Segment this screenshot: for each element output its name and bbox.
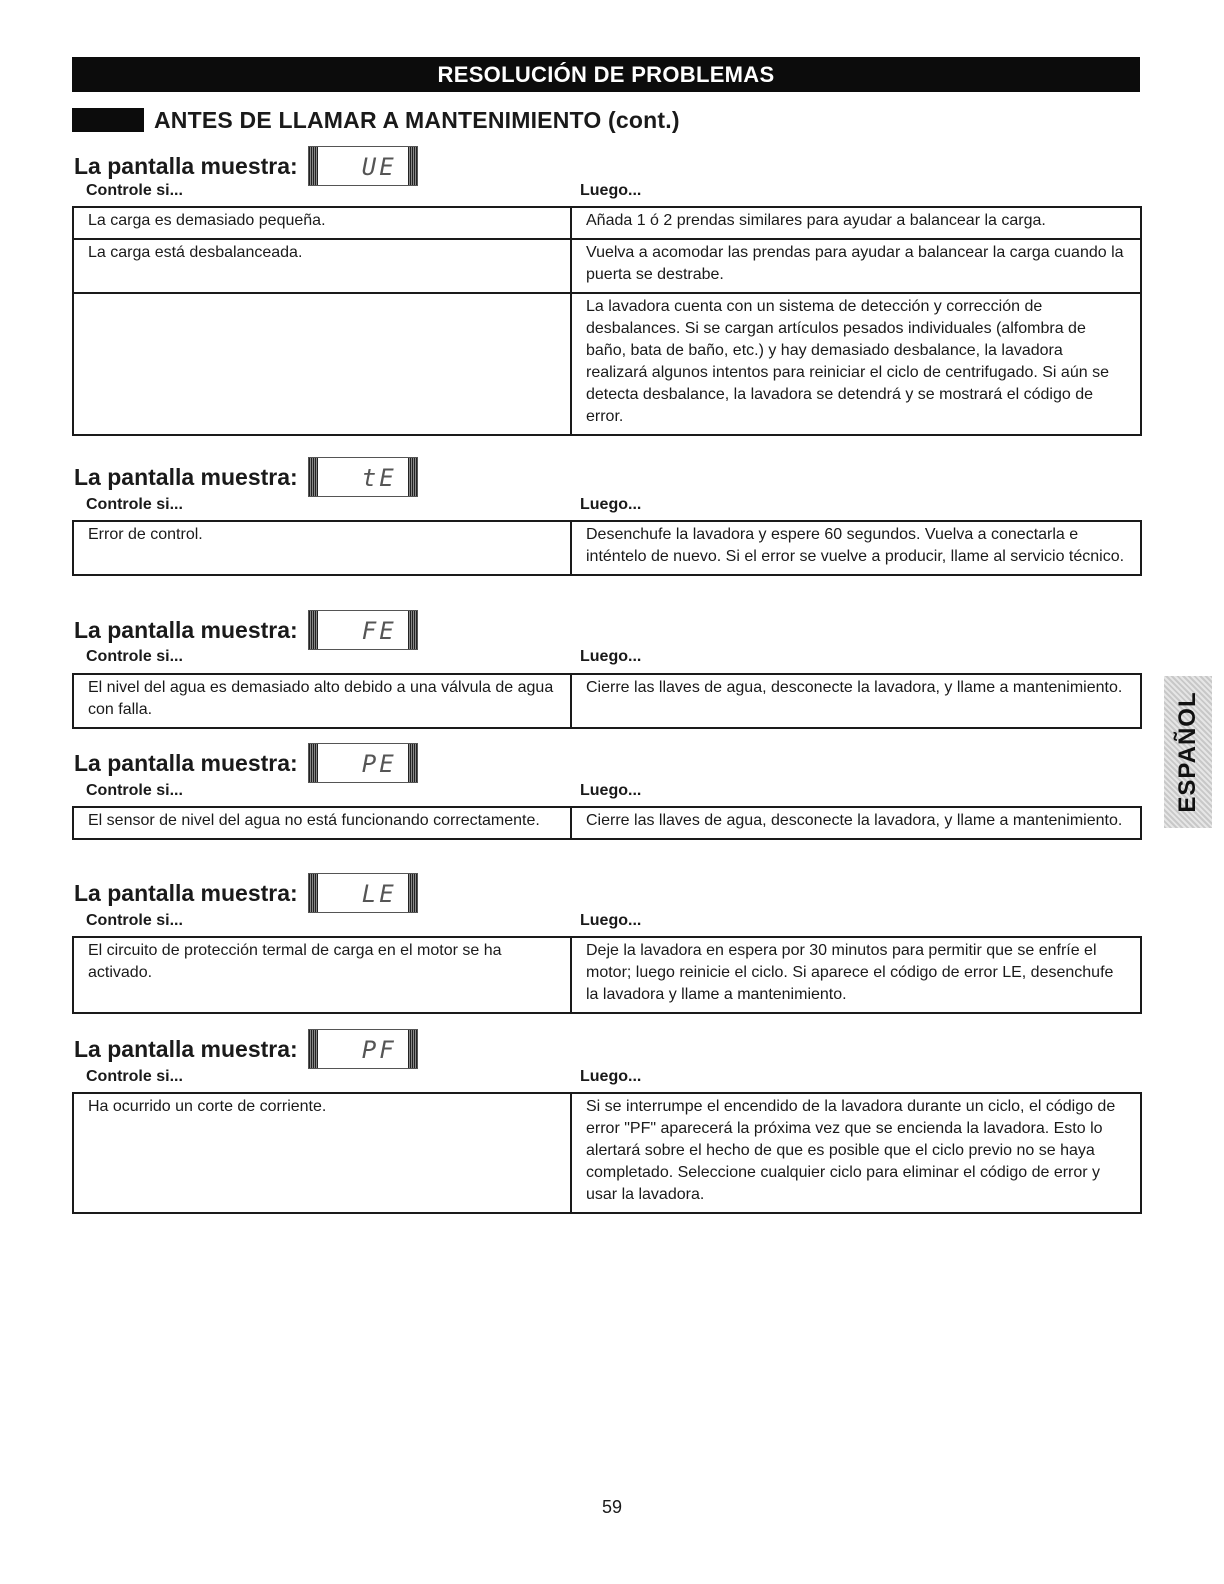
display-label: La pantalla muestra: xyxy=(74,879,298,906)
action-cell: Cierre las llaves de agua, desconecte la lavadora, y llame a mantenimiento. xyxy=(571,674,1141,728)
action-cell: La lavadora cuenta con un sistema de detección y corrección de desbalances. Si se cargan artículos pesados individuales (alfombra de baño, bata de baño, etc.) y hay demasiado desbalance, la lavadora realizará algunos intentos para reiniciar el ciclo de centrifugado. Si aún se detecta desbalance, la lavadora se detendrá y se mostrará el código de error. xyxy=(571,293,1141,435)
then-header: Luego... xyxy=(580,912,642,929)
then-header: Luego... xyxy=(580,782,642,799)
subsection-title: ANTES DE LLAMAR A MANTENIMIENTO (cont.) xyxy=(154,106,680,133)
then-header: Luego... xyxy=(580,648,642,665)
display-row-fe xyxy=(74,608,418,652)
display-row-pf xyxy=(74,1027,418,1071)
then-header: Luego... xyxy=(580,182,642,199)
display-label: La pantalla muestra: xyxy=(74,463,298,490)
table-row xyxy=(73,1093,1141,1213)
cause-cell: El circuito de protección termal de carga en el motor se ha activado. xyxy=(73,937,571,1013)
lcd-display xyxy=(308,610,418,650)
troubleshoot-table xyxy=(72,206,1142,436)
troubleshoot-table xyxy=(72,673,1142,729)
error-code: PF xyxy=(361,1036,397,1064)
action-cell: Desenchufe la lavadora y espere 60 segundos. Vuelva a conectarla e inténtelo de nuevo. Si el error se vuelve a producir, llame al servicio técnico. xyxy=(571,521,1141,575)
display-row-pe xyxy=(74,741,418,785)
subsection-heading xyxy=(72,105,680,135)
lcd-display xyxy=(308,873,418,913)
troubleshoot-table xyxy=(72,1092,1142,1214)
cause-cell: La carga está desbalanceada. xyxy=(73,239,571,293)
check-header: Controle si... xyxy=(86,648,183,665)
table-row xyxy=(73,239,1141,293)
then-header: Luego... xyxy=(580,1068,642,1085)
language-label: ESPAÑOL xyxy=(1174,691,1201,813)
action-cell: Cierre las llaves de agua, desconecte la lavadora, y llame a mantenimiento. xyxy=(571,807,1141,839)
action-cell: Si se interrumpe el encendido de la lavadora durante un ciclo, el código de error "PF" aparecerá la próxima vez que se encienda la lavadora. Esto lo alertará sobre el hecho de que es posible que el ciclo previo no se haya completado. Seleccione cualquier ciclo para eliminar el código de error y usar la lavadora. xyxy=(571,1093,1141,1213)
check-header: Controle si... xyxy=(86,182,183,199)
action-cell: Deje la lavadora en espera por 30 minutos para permitir que se enfríe el motor; luego reinicie el ciclo. Si aparece el código de error LE, desenchufe la lavadora y llame a mantenimiento. xyxy=(571,937,1141,1013)
page-number: 59 xyxy=(601,1497,623,1517)
lcd-display xyxy=(308,1029,418,1069)
display-label: La pantalla muestra: xyxy=(74,616,298,643)
table-row xyxy=(73,937,1141,1013)
heading-bar xyxy=(72,108,144,132)
check-header: Controle si... xyxy=(86,496,183,513)
lcd-display xyxy=(308,146,418,186)
troubleshoot-table xyxy=(72,936,1142,1014)
lcd-display xyxy=(308,457,418,497)
error-code: LE xyxy=(361,880,397,908)
table-row xyxy=(73,293,1141,435)
display-label: La pantalla muestra: xyxy=(74,749,298,776)
table-row xyxy=(73,207,1141,239)
troubleshoot-table xyxy=(72,806,1142,840)
error-code: UE xyxy=(361,153,397,181)
check-header: Controle si... xyxy=(86,1068,183,1085)
error-code: PE xyxy=(361,750,397,778)
table-row xyxy=(73,807,1141,839)
cause-cell: Error de control. xyxy=(73,521,571,575)
display-label: La pantalla muestra: xyxy=(74,152,298,179)
troubleshoot-table xyxy=(72,520,1142,576)
cause-cell: El sensor de nivel del agua no está funcionando correctamente. xyxy=(73,807,571,839)
error-code: tE xyxy=(361,464,397,492)
language-tab xyxy=(1164,676,1212,828)
cause-cell: La carga es demasiado pequeña. xyxy=(73,207,571,239)
then-header: Luego... xyxy=(580,496,642,513)
display-row-le xyxy=(74,871,418,915)
error-code: FE xyxy=(361,617,397,645)
action-cell: Vuelva a acomodar las prendas para ayudar a balancear la carga cuando la puerta se destrabe. xyxy=(571,239,1141,293)
display-label: La pantalla muestra: xyxy=(74,1035,298,1062)
action-cell: Añada 1 ó 2 prendas similares para ayudar a balancear la carga. xyxy=(571,207,1141,239)
table-row xyxy=(73,521,1141,575)
lcd-display xyxy=(308,743,418,783)
table-row xyxy=(73,674,1141,728)
check-header: Controle si... xyxy=(86,912,183,929)
cause-cell: Ha ocurrido un corte de corriente. xyxy=(73,1093,571,1213)
display-row-te xyxy=(74,455,418,499)
check-header: Controle si... xyxy=(86,782,183,799)
cause-cell xyxy=(73,293,571,435)
cause-cell: El nivel del agua es demasiado alto debido a una válvula de agua con falla. xyxy=(73,674,571,728)
section-banner: RESOLUCIÓN DE PROBLEMAS xyxy=(72,57,1140,92)
